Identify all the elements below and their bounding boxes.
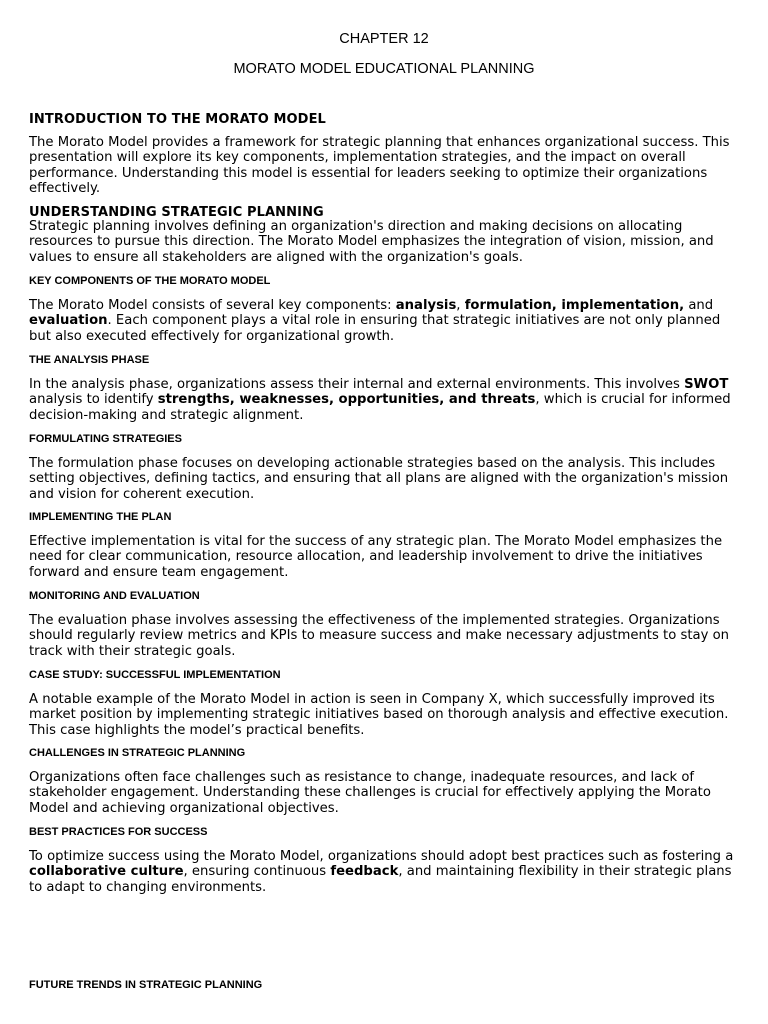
section-text-understanding: Strategic planning involves defining an organization's direction and making decisions on allocating resources to pursue this direction. The Morato Model emphasizes the integration of vision, mission, and values to ensure all stakeholders are aligned with the organization's goals. xyxy=(29,219,714,265)
section-heading-introduction: INTRODUCTION TO THE MORATO MODEL xyxy=(29,112,326,127)
section-heading-case-study: CASE STUDY: SUCCESSFUL IMPLEMENTATION xyxy=(29,669,281,681)
text-run: and xyxy=(684,298,714,313)
emphasis-collaborative-culture: collaborative culture xyxy=(29,864,184,880)
emphasis-swot-items: strengths, weaknesses, opportunities, and threats xyxy=(157,392,536,408)
section-text-best-practices xyxy=(29,849,744,895)
section-text-case-study: A notable example of the Morato Model in action is seen in Company X, which successfully improved its market position by implementing strategic initiatives based on thorough analysis and effective execution. This case highlights the model’s practical benefits. xyxy=(29,692,729,738)
section-heading-best-practices: BEST PRACTICES FOR SUCCESS xyxy=(29,826,208,838)
text-run: , ensuring continuous xyxy=(183,864,331,880)
text-run: . Each component plays a vital role in ensuring that strategic initiatives are not only planned but also executed effectively for organizational growth. xyxy=(29,313,721,344)
section-text-challenges: Organizations often face challenges such as resistance to change, inadequate resources, and lack of stakeholder engagement. Understanding these challenges is crucial for effectively applying the Morato Model and achieving organizational objectives. xyxy=(29,770,711,816)
section-text-analysis xyxy=(29,377,744,423)
section-text-monitoring: The evaluation phase involves assessing the effectiveness of the implemented strategies. Organizations should regularly review metrics and KPIs to measure success and make necessary adjustments to stay on track with their strategic goals. xyxy=(29,613,730,659)
text-run: In the analysis phase, organizations assess their internal and external environments. This involves xyxy=(29,377,685,392)
section-heading-challenges: CHALLENGES IN STRATEGIC PLANNING xyxy=(29,747,246,759)
section-heading-formulating: FORMULATING STRATEGIES xyxy=(29,433,182,445)
emphasis-evaluation: evaluation xyxy=(29,313,108,329)
section-text-introduction: The Morato Model provides a framework for strategic planning that enhances organizational success. This presentation will explore its key components, implementation strategies, and the impact on overall performance. Understanding this model is essential for leaders seeking to optimize their organizations effectively. xyxy=(29,135,730,197)
text-run: To optimize success using the Morato Model, organizations should adopt best practices such as fostering a xyxy=(29,849,734,864)
section-heading-key-components: KEY COMPONENTS OF THE MORATO MODEL xyxy=(29,275,271,287)
section-text-implementing: Effective implementation is vital for the success of any strategic plan. The Morato Model emphasizes the need for clear communication, resource allocation, and leadership involvement to drive the initiatives forward and ensure team engagement. xyxy=(29,534,723,580)
section-heading-understanding: UNDERSTANDING STRATEGIC PLANNING xyxy=(29,205,324,220)
emphasis-analysis: analysis xyxy=(395,298,457,313)
section-heading-future-trends: FUTURE TRENDS IN STRATEGIC PLANNING xyxy=(29,979,263,991)
chapter-label: CHAPTER 12 xyxy=(339,31,429,47)
emphasis-feedback: feedback xyxy=(330,864,399,880)
emphasis-formulation-implementation: formulation, implementation, xyxy=(464,298,685,313)
section-text-key-components xyxy=(29,298,744,344)
section-heading-monitoring: MONITORING AND EVALUATION xyxy=(29,590,200,602)
text-run: The Morato Model consists of several key components: xyxy=(29,298,396,313)
section-heading-analysis: THE ANALYSIS PHASE xyxy=(29,354,150,366)
text-run: , xyxy=(456,298,465,313)
section-heading-implementing: IMPLEMENTING THE PLAN xyxy=(29,511,172,523)
text-run: , which is crucial for informed decision-making and strategic alignment. xyxy=(29,392,731,423)
emphasis-swot: SWOT xyxy=(684,377,729,392)
document-title: MORATO MODEL EDUCATIONAL PLANNING xyxy=(233,61,535,77)
text-run: , and maintaining flexibility in their strategic plans to adapt to changing environments. xyxy=(29,864,732,895)
text-run: analysis to identify xyxy=(29,392,158,408)
section-text-formulating: The formulation phase focuses on developing actionable strategies based on the analysis. This includes setting objectives, defining tactics, and ensuring that all plans are aligned with the organization's mission and vision for coherent execution. xyxy=(29,456,729,502)
